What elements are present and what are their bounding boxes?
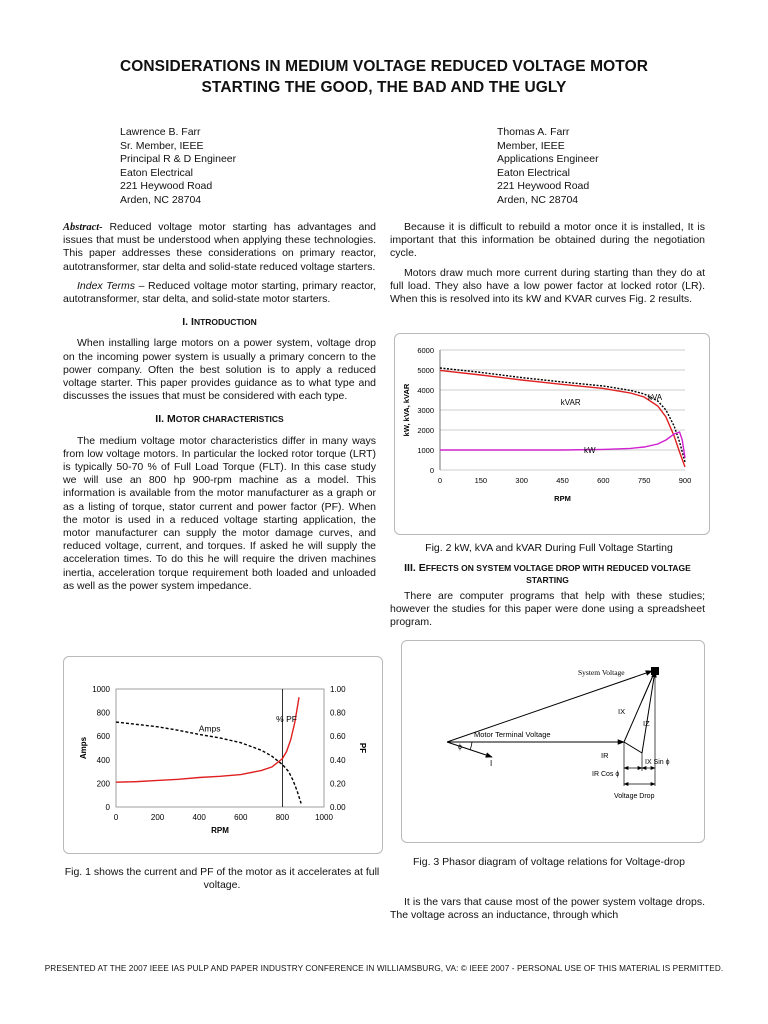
- fig2-series-kw: [440, 432, 685, 458]
- fig1-y-tick: 0: [105, 803, 110, 812]
- phasor-diagram: [402, 641, 704, 842]
- fig1-y2-label: PF: [358, 742, 367, 754]
- right-column-mid: [390, 558, 705, 636]
- figure-1: [63, 656, 383, 854]
- fig1-x-tick: 0: [113, 813, 119, 822]
- author-membership: Member, IEEE: [497, 139, 565, 152]
- fig2-y-tick: 2000: [417, 426, 434, 435]
- fig2-y-tick: 5000: [417, 366, 434, 375]
- label-voltage-drop: Voltage Drop: [614, 793, 655, 800]
- fig1-label-amps: Amps: [198, 723, 221, 734]
- fig2-x-tick: 600: [597, 476, 610, 485]
- label-ir: IR: [601, 751, 609, 760]
- label-phi: ϕ: [458, 744, 462, 751]
- fig2-y-label: kW, kVA, kVAR: [402, 383, 411, 437]
- right-column-bottom: [390, 896, 705, 928]
- fig2-series-kva: [440, 368, 685, 462]
- section-heading-introduction: I. INTRODUCTION: [182, 316, 257, 329]
- fig2-caption: Fig. 2 kW, kVA and kVAR During Full Voltage Starting: [425, 542, 673, 554]
- author-city: Arden, NC 28704: [497, 193, 579, 206]
- fig1-y-tick: 1000: [92, 685, 110, 694]
- fig1-chart: [64, 657, 382, 853]
- figure-3: [401, 640, 705, 843]
- footer-copyright: PRESENTED AT THE 2007 IEEE IAS PULP AND PAPER INDUSTRY CONFERENCE IN WILLIAMSBURG, VA: © IEEE 2007 - PERSONAL USE OF THIS MATERIAL IS PERMITTED.: [44, 964, 724, 973]
- fig2-x-label: RPM: [554, 494, 571, 503]
- fig2-series-kvar: [440, 370, 685, 467]
- fig2-x-tick: 0: [437, 476, 443, 485]
- label-iz: IZ: [643, 719, 650, 728]
- author-1: [120, 126, 236, 208]
- effects-paragraph: There are computer programs that help with these studies; however the studies for this paper were done using a spreadsheet program.: [390, 590, 705, 629]
- label-motor-terminal-voltage: Motor Terminal Voltage: [474, 730, 551, 739]
- fig2-label-kvar: kVAR: [560, 398, 581, 407]
- fig2-y-tick: 0: [429, 466, 434, 475]
- fig1-y-label: Amps: [79, 736, 88, 760]
- fig1-x-tick: 200: [150, 813, 165, 822]
- fig1-y2-tick: 0.60: [330, 732, 346, 742]
- abstract-text: Reduced voltage motor starting has advantages and issues that must be understood when applying these technologies. This paper addresses these considerations on primary reactor, autotransformer, star delta and solid-state reduced voltage starters.: [63, 221, 376, 273]
- fig2-x-tick: 150: [474, 476, 488, 485]
- author-title: Principal R & D Engineer: [120, 153, 237, 166]
- fig1-y-tick: 600: [96, 732, 110, 742]
- index-terms-text: – Reduced voltage motor starting, primary reactor, autotransformer, star delta, and solid-state motor starters.: [63, 279, 376, 306]
- fig2-y-tick: 3000: [417, 406, 434, 415]
- fig1-label-pf: % PF: [276, 714, 297, 725]
- label-ix: IX: [618, 707, 626, 716]
- fig1-y2-tick: 0.40: [330, 755, 346, 765]
- current-vector: [447, 742, 492, 757]
- fig1-x-tick: 1000: [315, 813, 333, 822]
- right-paragraph-2: Motors draw much more current during starting than they do at full load. They also have a low power factor at locked rotor (LR). When this is resolved into its kW and KVAR curves Fig. 2 results.: [390, 266, 705, 306]
- title-line-2: STARTING THE GOOD, THE BAD AND THE UGLY: [201, 79, 567, 96]
- left-column: [63, 221, 376, 599]
- fig1-caption: Fig. 1 shows the current and PF of the motor as it accelerates at full voltage.: [64, 866, 380, 892]
- abstract-label: Abstract-: [63, 222, 103, 233]
- fig1-x-tick: 600: [234, 813, 248, 822]
- author-street: 221 Heywood Road: [120, 180, 213, 193]
- fig1-y-tick: 200: [96, 779, 110, 789]
- fig1-y2-tick: 0.00: [330, 803, 346, 812]
- section-heading-motor: II. MOTOR CHARACTERISTICS: [155, 413, 284, 426]
- index-terms: [63, 280, 376, 306]
- fig1-y2-tick: 0.20: [330, 779, 346, 789]
- phi-arc: [470, 742, 472, 750]
- author-street: 221 Heywood Road: [497, 180, 590, 193]
- right-column-top: [390, 221, 705, 312]
- fig2-y-tick: 4000: [417, 386, 434, 395]
- intro-paragraph: When installing large motors on a power system, voltage drop on the incoming power system is usually a primary concern to the power company. Often the best solution is to apply a reduced voltage starter. This paper provides guidance as to what type and discusses the issues that must be considered with each type.: [63, 337, 376, 403]
- fig2-y-tick: 6000: [417, 346, 434, 355]
- author-2: [497, 126, 599, 208]
- fig1-series-pf: [116, 697, 299, 782]
- section-heading-effects: III. EFFECTS ON SYSTEM VOLTAGE DROP WITH REDUCED VOLTAGE STARTING: [404, 562, 691, 585]
- fig2-chart: [395, 334, 709, 534]
- fig3-caption: Fig. 3 Phasor diagram of voltage relations for Voltage-drop: [413, 856, 685, 868]
- fig2-x-tick: 900: [678, 476, 692, 485]
- author-org: Eaton Electrical: [497, 166, 570, 179]
- fig1-y2-tick: 0.80: [330, 708, 346, 718]
- fig1-x-label: RPM: [211, 826, 229, 835]
- fig1-y2-tick: 1.00: [330, 685, 346, 694]
- fig1-series-amps: [116, 722, 301, 803]
- author-name: Thomas A. Farr: [497, 126, 570, 138]
- label-ir-cos: IR Cos ϕ: [592, 771, 620, 778]
- fig1-y-tick: 800: [96, 708, 110, 718]
- right-paragraph-1: Because it is difficult to rebuild a motor once it is installed, It is important that this information be obtained during the negotiation cycle.: [390, 221, 705, 260]
- fig1-x-tick: 400: [192, 813, 206, 822]
- author-name: Lawrence B. Farr: [120, 126, 201, 138]
- fig2-label-kva: kVA: [648, 393, 663, 402]
- label-ix-sin: IX Sin ϕ: [645, 759, 670, 766]
- fig2-label-kw: kW: [583, 446, 596, 455]
- fig2-x-tick: 450: [556, 476, 569, 485]
- author-membership: Sr. Member, IEEE: [120, 139, 204, 152]
- fig2-x-tick: 750: [637, 476, 651, 485]
- author-city: Arden, NC 28704: [120, 193, 202, 206]
- right-paragraph-4: It is the vars that cause most of the power system voltage drops. The voltage across an inductance, through which: [390, 896, 705, 922]
- abstract: [63, 221, 376, 274]
- ir-vector: [624, 742, 642, 753]
- motor-paragraph: The medium voltage motor characteristics differ in many ways from low voltage motors. In particular the locked rotor torque (LRT) is typically 50-70 % of Full Load Torque (FLT). In this case study we will use an 800 hp 900-rpm machine as a model. This information is available from the motor manufacturer as a graph or as a listing of torque, stator current and power factor (PF). When the motor is used in a reduced voltage starting application, the motor manufacturer can supply the motor damage curves, and reduced voltage, current, and torques. If asked he will supply the acceleration times. To do this he will require the driven machines inertia, acceleration torque requirement both loaded and unloaded as well as the power system impedance.: [63, 434, 376, 592]
- fig1-x-tick: 800: [275, 813, 290, 822]
- fig2-y-tick: 1000: [417, 446, 434, 455]
- index-terms-label: Index Terms: [77, 279, 136, 292]
- paper-title: [40, 56, 728, 98]
- label-i: I: [490, 759, 493, 768]
- ix-vector: [642, 671, 655, 753]
- label-system-voltage: System Voltage: [578, 668, 625, 677]
- author-title: Applications Engineer: [497, 153, 599, 166]
- figure-2: [394, 333, 710, 535]
- author-org: Eaton Electrical: [120, 166, 193, 179]
- title-line-1: CONSIDERATIONS IN MEDIUM VOLTAGE REDUCED VOLTAGE MOTOR: [119, 58, 649, 75]
- fig1-plot-frame: [116, 689, 324, 807]
- fig1-y-tick: 400: [96, 755, 110, 765]
- fig2-x-tick: 300: [515, 476, 528, 485]
